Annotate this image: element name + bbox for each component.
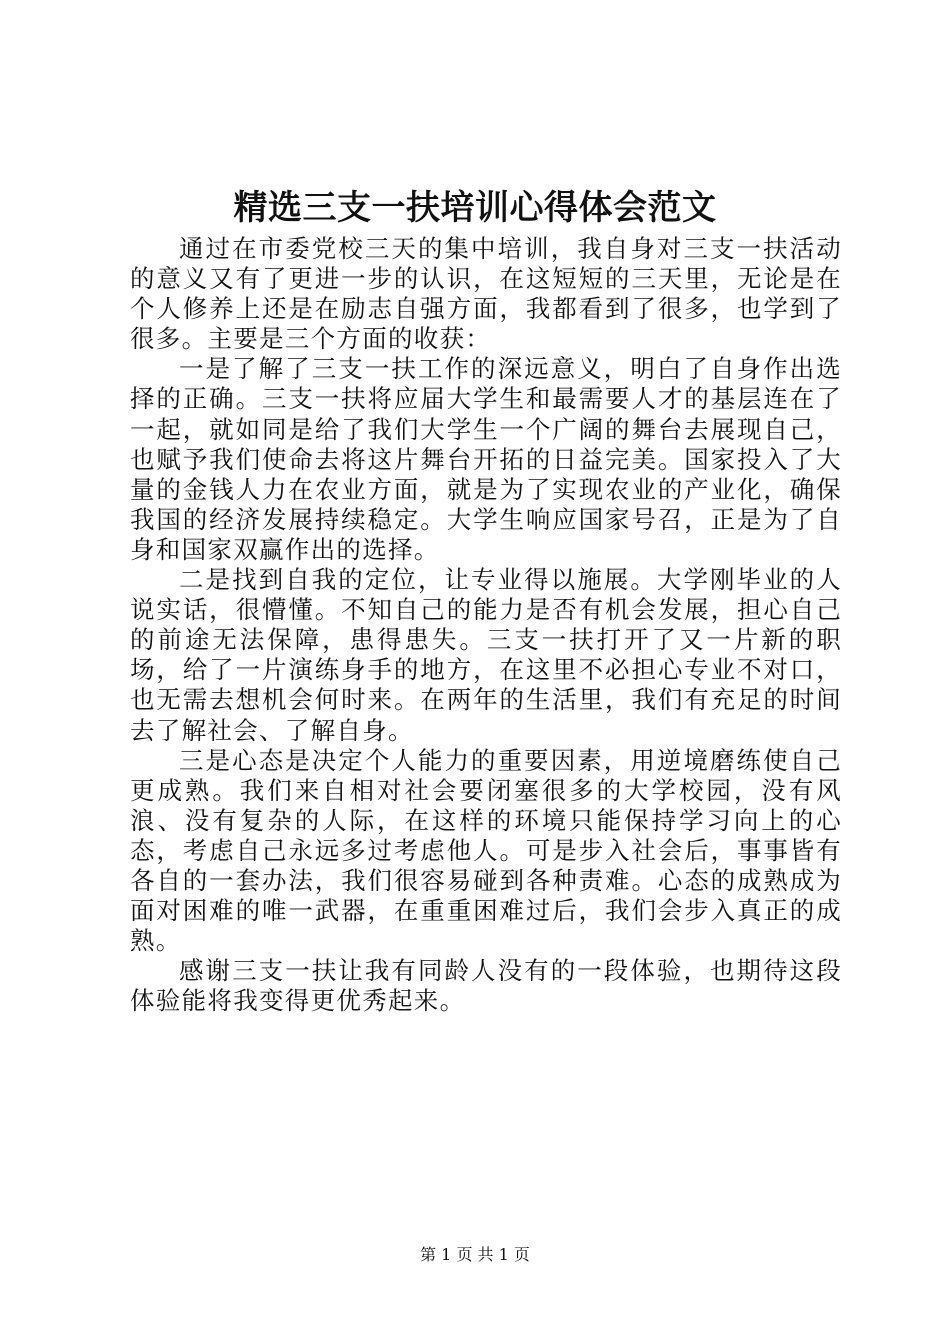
paragraph-point-three: 三是心态是决定个人能力的重要因素，用逆境磨练使自己更成熟。我们来自相对社会要闭塞很多的大学校园，没有风浪、没有复杂的人际，在这样的环境只能保持学习向上的心态，考虑自己永远多过考虑他人。可是步入社会后，事事皆有各自的一套办法，我们很容易碰到各种责难。心态的成熟成为面对困难的唯一武器，在重重困难过后，我们会步入真正的成熟。 bbox=[130, 745, 842, 956]
paragraph-point-one: 一是了解了三支一扶工作的深远意义，明白了自身作出选择的正确。三支一扶将应届大学生和最需要人才的基层连在了一起，就如同是给了我们大学生一个广阔的舞台去展现自己，也赋予我们使命去将这片舞台开拓的日益完美。国家投入了大量的金钱人力在农业方面，就是为了实现农业的产业化，确保我国的经济发展持续稳定。大学生响应国家号召，正是为了自身和国家双赢作出的选择。 bbox=[130, 354, 842, 564]
document-title: 精选三支一扶培训心得体会范文 bbox=[233, 188, 717, 228]
document-body bbox=[130, 234, 842, 1016]
page-number-footer: 第 1 页 共 1 页 bbox=[420, 1245, 530, 1264]
paragraph-intro: 通过在市委党校三天的集中培训，我自身对三支一扶活动的意义又有了更进一步的认识，在这短短的三天里，无论是在个人修养上还是在励志自强方面，我都看到了很多，也学到了很多。主要是三个方面的收获： bbox=[130, 234, 842, 354]
paragraph-point-two: 二是找到自我的定位，让专业得以施展。大学刚毕业的人说实话，很懵懂。不知自己的能力是否有机会发展，担心自己的前途无法保障，患得患失。三支一扶打开了又一片新的职场，给了一片演练身手的地方，在这里不必担心专业不对口，也无需去想机会何时来。在两年的生活里，我们有充足的时间去了解社会、了解自身。 bbox=[130, 565, 842, 745]
paragraph-closing: 感谢三支一扶让我有同龄人没有的一段体验，也期待这段体验能将我变得更优秀起来。 bbox=[130, 956, 842, 1016]
